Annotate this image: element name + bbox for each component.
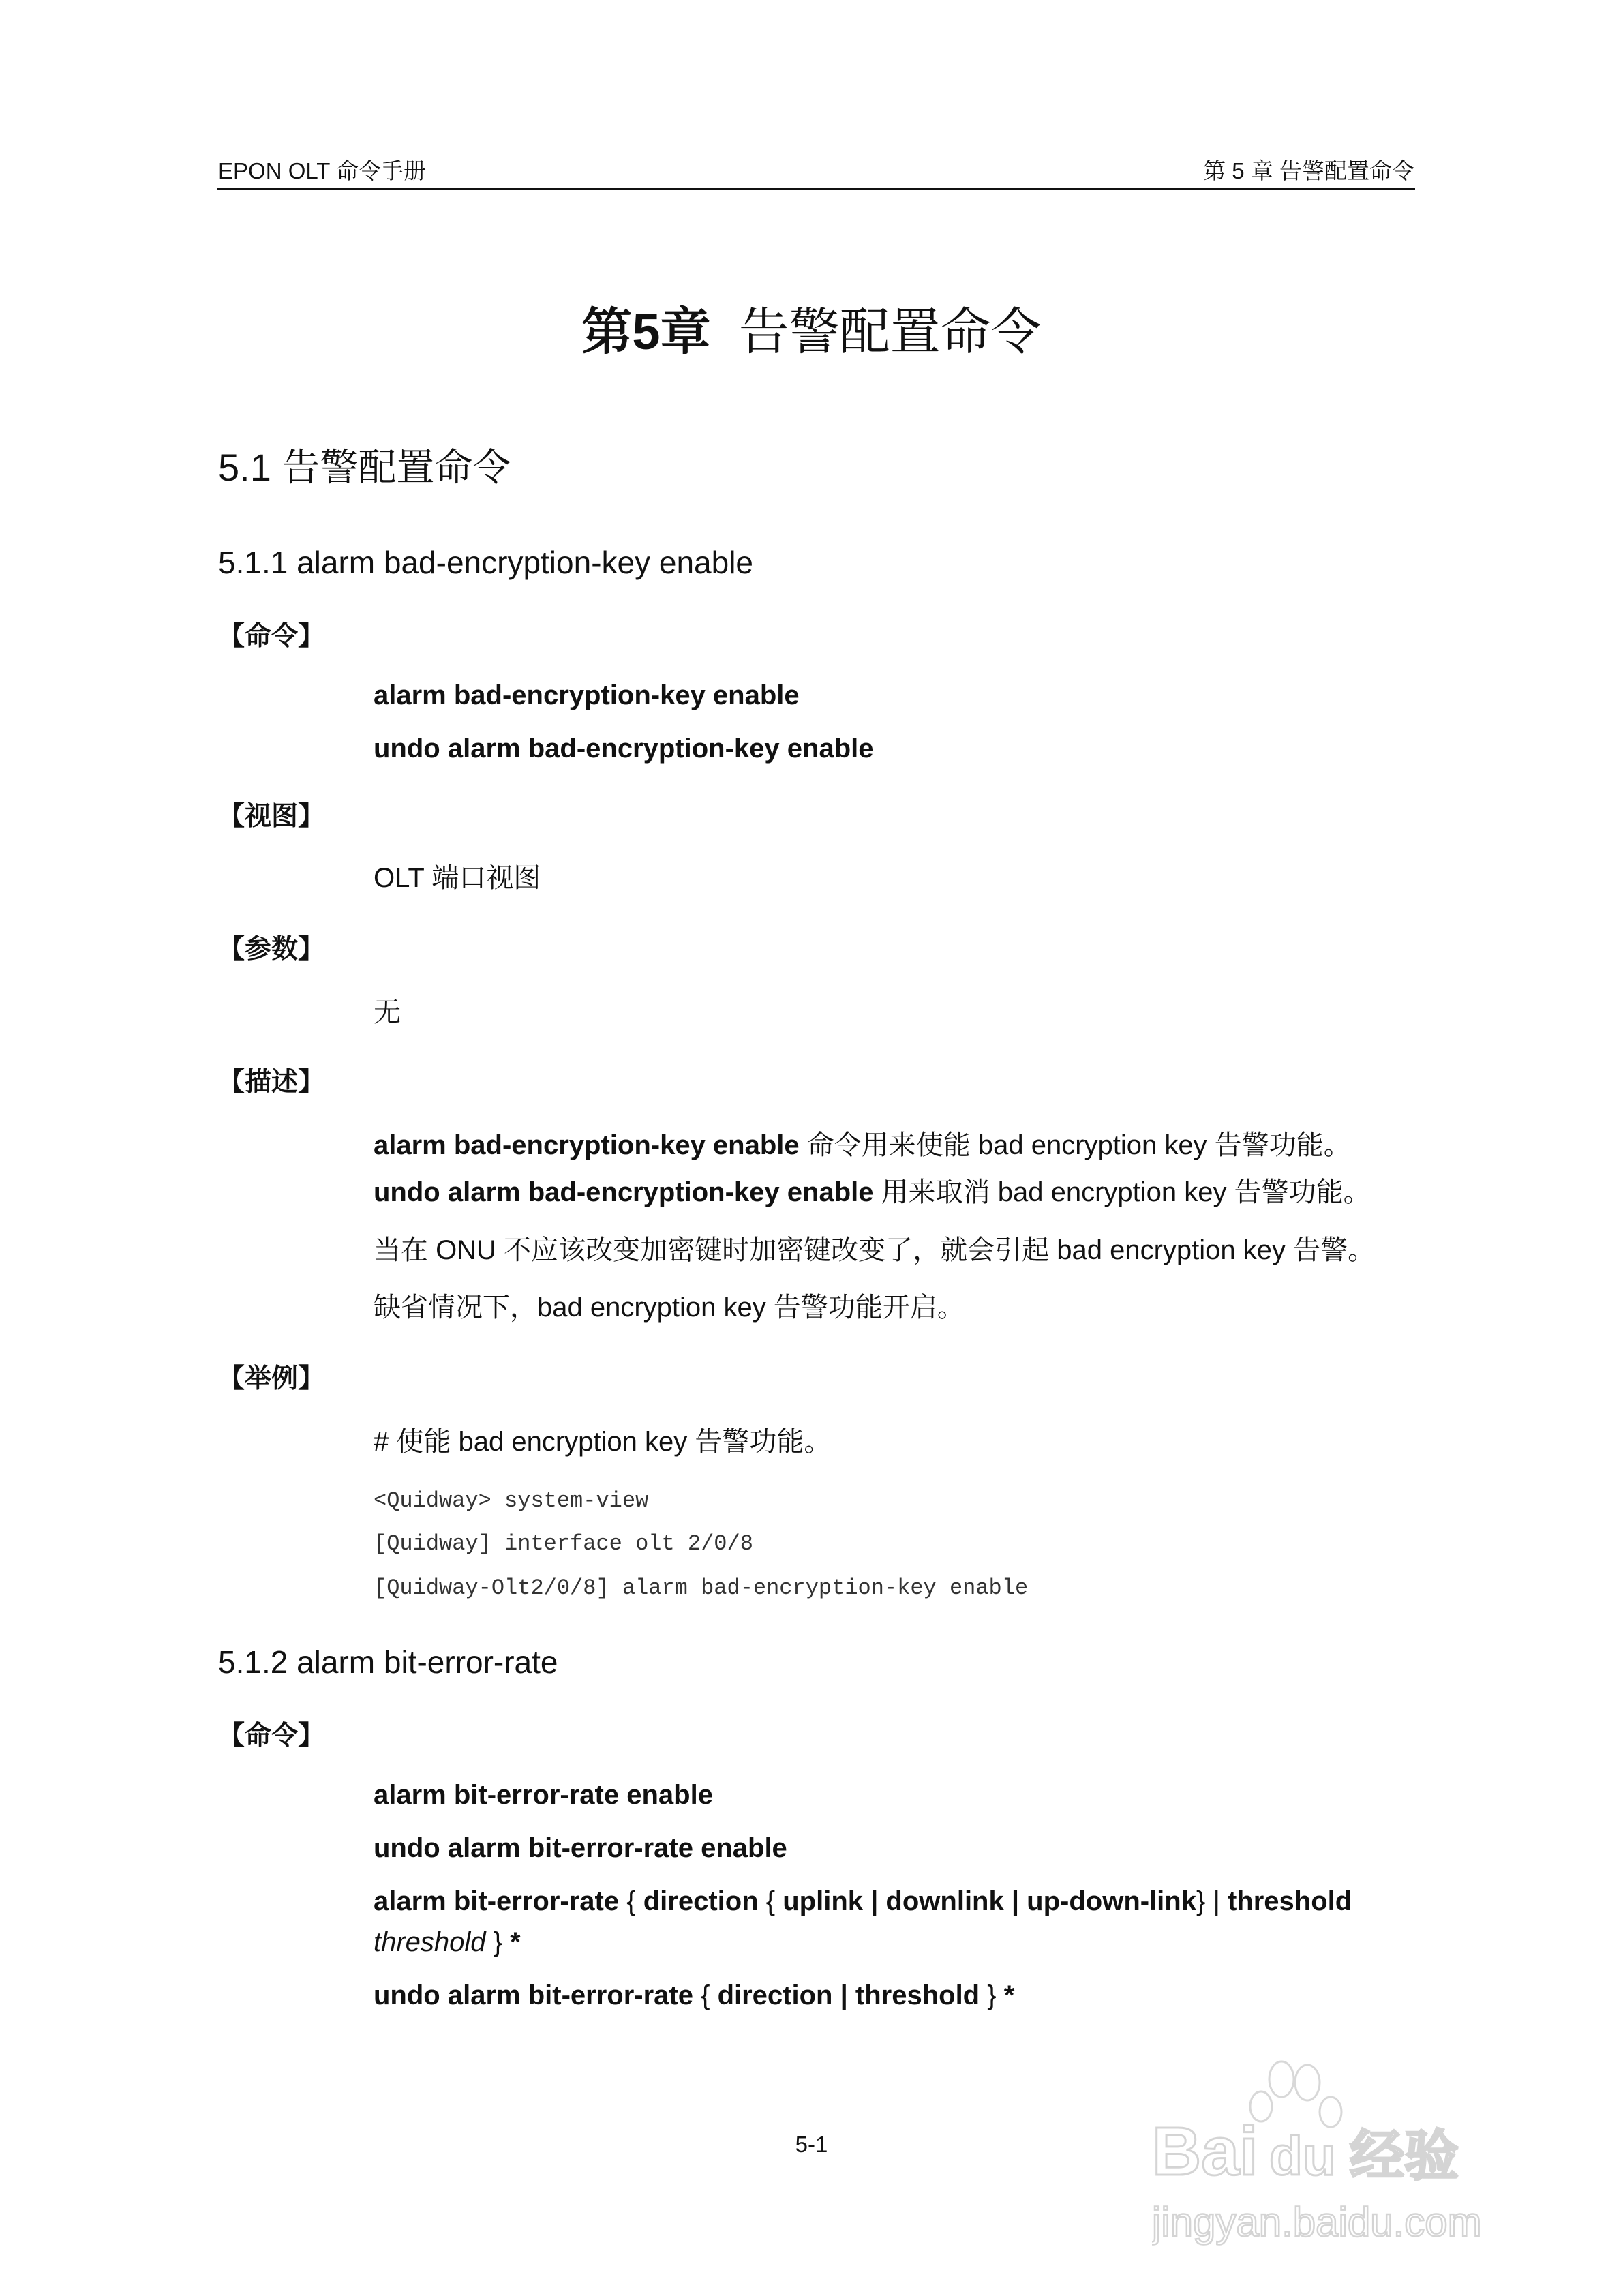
header-left: EPON OLT 命令手册 (218, 158, 426, 183)
params-text: 无 (374, 997, 401, 1027)
code-line: [Quidway] interface olt 2/0/8 (374, 1531, 753, 1556)
svg-text:jingyan.baidu.com: jingyan.baidu.com (1152, 2199, 1482, 2245)
svg-text:du: du (1269, 2126, 1336, 2186)
command-segment: { (693, 1980, 718, 2010)
baidu-watermark-logo (1152, 2052, 1561, 2256)
subsection-heading-511: 5.1.1 alarm bad-encryption-key enable (218, 545, 754, 580)
example-text: # 使能 bad encryption key 告警功能。 (374, 1427, 832, 1457)
section-heading: 5.1 告警配置命令 (218, 446, 511, 489)
command-segment: direction (643, 1886, 759, 1916)
command-line: alarm bit-error-rate enable (374, 1780, 713, 1810)
command-segment: * (510, 1927, 521, 1957)
command-segment: alarm bit-error-rate (374, 1886, 620, 1916)
svg-text:经验: 经验 (1350, 2124, 1459, 2188)
label-command: 【命令】 (218, 1721, 325, 1751)
command-segment: threshold (1227, 1886, 1352, 1916)
command-segment: undo alarm bit-error-rate (374, 1980, 693, 2010)
command-segment: uplink | downlink | up-down-link (783, 1886, 1196, 1916)
command-line: alarm bad-encryption-key enable (374, 680, 800, 710)
code-line: [Quidway-Olt2/0/8] alarm bad-encryption-key enable (374, 1575, 1029, 1601)
description-command: undo alarm bad-encryption-key enable (374, 1177, 874, 1207)
description-line: 当在 ONU 不应该改变加密键时加密键改变了，就会引起 bad encryption key 告警。 (374, 1235, 1376, 1265)
chapter-name: 告警配置命令 (738, 303, 1042, 360)
command-segment: } (980, 1980, 1004, 2010)
command-segment: { (619, 1886, 643, 1916)
description-command: alarm bad-encryption-key enable (374, 1130, 800, 1160)
chapter-number: 第5章 (581, 303, 711, 360)
description-line (374, 1132, 1351, 1159)
command-line: undo alarm bit-error-rate enable (374, 1833, 787, 1863)
command-line (374, 1982, 1014, 2009)
svg-text:Bai: Bai (1152, 2113, 1258, 2190)
description-line: 缺省情况下，bad encryption key 告警功能开启。 (374, 1293, 965, 1323)
command-segment: } (485, 1927, 511, 1957)
command-segment: { (758, 1886, 783, 1916)
label-example: 【举例】 (218, 1364, 325, 1393)
description-text: 用来取消 bad encryption key 告警功能。 (873, 1177, 1371, 1207)
chapter-title (0, 303, 1623, 360)
command-line: undo alarm bad-encryption-key enable (374, 734, 874, 764)
label-view: 【视图】 (218, 802, 325, 831)
code-line: <Quidway> system-view (374, 1488, 649, 1513)
command-segment: direction | threshold (717, 1980, 980, 2010)
label-command: 【命令】 (218, 622, 325, 651)
label-description: 【描述】 (218, 1068, 325, 1097)
command-segment: threshold (374, 1927, 486, 1957)
header-right: 第 5 章 告警配置命令 (1203, 158, 1414, 183)
command-segment: } | (1196, 1886, 1228, 1916)
label-params: 【参数】 (218, 935, 325, 964)
description-line (374, 1179, 1371, 1206)
description-text: 命令用来使能 bad encryption key 告警功能。 (799, 1130, 1351, 1160)
subsection-heading-512: 5.1.2 alarm bit-error-rate (218, 1644, 558, 1680)
command-line (374, 1929, 521, 1956)
view-text: OLT 端口视图 (374, 863, 541, 893)
command-segment: * (1003, 1980, 1015, 2010)
header-rule (217, 188, 1415, 190)
command-line (374, 1888, 1352, 1915)
page-number: 5-1 (795, 2132, 828, 2157)
